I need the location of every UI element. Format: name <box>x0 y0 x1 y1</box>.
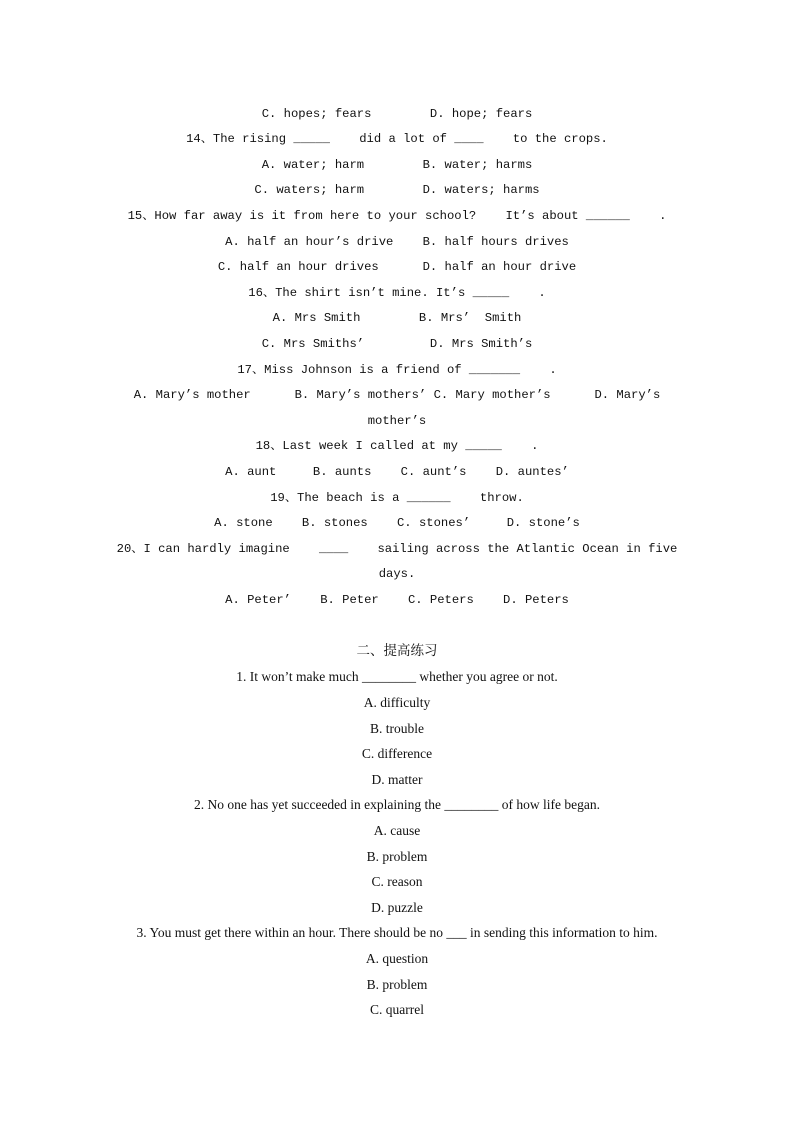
q15-stem: 15、How far away is it from here to your school? It’s about ______ . <box>127 209 667 223</box>
p2-q1-stem: 1. It won’t make much ________ whether you agree or not. <box>236 669 558 684</box>
q15-options-ab: A. half an hour’s drive B. half hours drives <box>225 235 569 249</box>
p2-q2-stem: 2. No one has yet succeeded in explaining the ________ of how life began. <box>193 797 600 812</box>
q14-options-ab: A. water; harm B. water; harms <box>261 158 533 172</box>
section-heading: 二、提高练习 <box>356 643 438 659</box>
q15-options-cd: C. half an hour drives D. half an hour drive <box>217 260 577 274</box>
p2-q1-option-a: A. difficulty <box>363 695 431 710</box>
q18-options: A. aunt B. aunts C. aunt’s D. auntes’ <box>225 465 569 479</box>
q20-stem-line1: 20、I can hardly imagine ____ sailing across the Atlantic Ocean in five <box>116 542 678 556</box>
p2-q2-option-d: D. puzzle <box>371 900 423 915</box>
q19-stem: 19、The beach is a ______ throw. <box>270 491 524 505</box>
p2-q2-option-b: B. problem <box>366 849 428 864</box>
p2-q1-option-c: C. difference <box>361 746 433 761</box>
q17-options-line2: mother’s <box>367 414 427 428</box>
p2-q2-option-c: C. reason <box>371 874 423 889</box>
q14-options-cd: C. waters; harm D. waters; harms <box>254 183 540 197</box>
q19-options: A. stone B. stones C. stones’ D. stone’s <box>214 516 580 530</box>
q18-stem: 18、Last week I called at my _____ . <box>255 439 539 453</box>
p2-q3-option-a: A. question <box>365 951 429 966</box>
q17-options-line1: A. Mary’s mother B. Mary’s mothers’ C. Mary mother’s D. Mary’s <box>133 388 661 402</box>
q20-stem-line2: days. <box>378 567 416 581</box>
p2-q3-stem: 3. You must get there within an hour. There should be no ___ in sending this information to him. <box>136 925 658 940</box>
q20-options: A. Peter’ B. Peter C. Peters D. Peters <box>225 593 569 607</box>
q16-stem: 16、The shirt isn’t mine. It’s _____ . <box>248 286 546 300</box>
q17-stem: 17、Miss Johnson is a friend of _______ . <box>237 363 557 377</box>
q13-options-cd: C. hopes; fears D. hope; fears <box>261 107 533 121</box>
p2-q3-option-b: B. problem <box>366 977 428 992</box>
p2-q1-option-d: D. matter <box>371 772 423 787</box>
q16-options-cd: C. Mrs Smiths’ D. Mrs Smith’s <box>261 337 533 351</box>
p2-q1-option-b: B. trouble <box>370 721 424 736</box>
q14-stem: 14、The rising _____ did a lot of ____ to the crops. <box>186 132 608 146</box>
p2-q3-option-c: C. quarrel <box>370 1002 424 1017</box>
q16-options-ab: A. Mrs Smith B. Mrs’ Smith <box>272 311 522 325</box>
p2-q2-option-a: A. cause <box>373 823 421 838</box>
